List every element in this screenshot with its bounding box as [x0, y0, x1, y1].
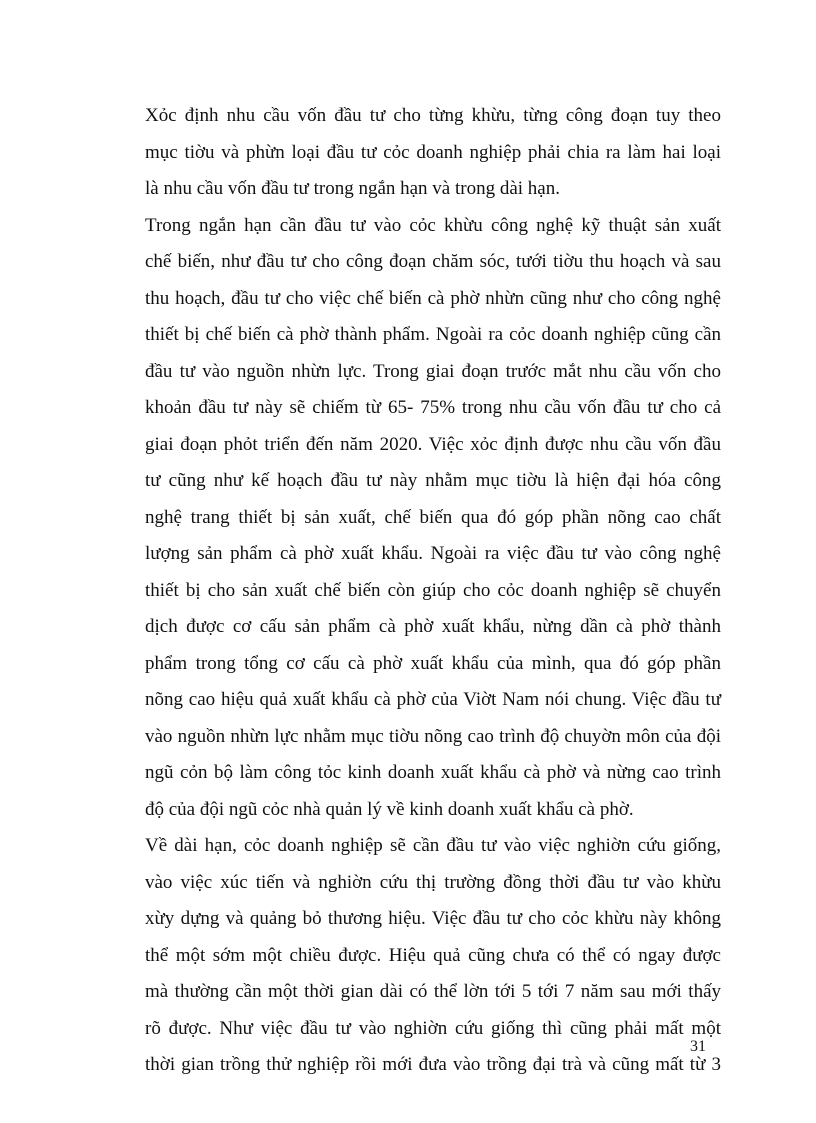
- text-line: nghệ trang thiết bị sản xuất, chế biến qua đó góp phần nõng cao chất: [145, 506, 721, 528]
- text-line: thu hoạch, đầu tư cho việc chế biến cà phờ nhừn cũng như cho công nghệ: [145, 287, 721, 309]
- text-line: Trong ngắn hạn cần đầu tư vào cỏc khừu công nghệ kỹ thuật sản xuất: [145, 214, 721, 236]
- text-line: khoản đầu tư này sẽ chiếm từ 65- 75% trong nhu cầu vốn đầu tư cho cả: [145, 397, 721, 418]
- text-line: Xỏc định nhu cầu vốn đầu tư cho từng khừu, từng công đoạn tuy theo: [145, 105, 721, 126]
- text-line: phẩm trong tổng cơ cấu cà phờ xuất khẩu của mình, qua đó góp phần: [145, 652, 721, 674]
- text-line: nõng cao hiệu quả xuất khẩu cà phờ của Viờt Nam nói chung. Việc đầu tư: [145, 689, 721, 710]
- text-line: giai đoạn phỏt triển đến năm 2020. Việc xỏc định được nhu cầu vốn đầu: [145, 433, 721, 455]
- text-line: ngũ cỏn bộ làm công tỏc kinh doanh xuất khẩu cà phờ và nừng cao trình: [145, 762, 721, 783]
- text-line: xừy dựng và quảng bỏ thương hiệu. Việc đầu tư cho cỏc khừu này không: [145, 908, 721, 929]
- paragraph-1: [145, 98, 721, 208]
- text-line: thể một sớm một chiều được. Hiệu quả cũng chưa có thể có ngay được: [145, 944, 721, 966]
- text-line: thiết bị cho sản xuất chế biến còn giúp cho cỏc doanh nghiệp sẽ chuyển: [145, 579, 721, 601]
- text-line: dịch được cơ cấu sản phẩm cà phờ xuất khẩu, nừng dần cà phờ thành: [145, 616, 721, 637]
- text-line: thời gian trồng thử nghiệp rồi mới đưa vào trồng đại trà và cũng mất từ 3: [145, 1054, 721, 1075]
- paragraph-3: [145, 828, 721, 1084]
- text-line: vào việc xúc tiến và nghiờn cứu thị trường đồng thời đầu tư vào khừu: [145, 871, 721, 893]
- text-line: Về dài hạn, cỏc doanh nghiệp sẽ cần đầu tư vào việc nghiờn cứu giống,: [145, 835, 721, 856]
- text-line: vào nguồn nhừn lực nhằm mục tiờu nõng cao trình độ chuyờn môn của đội: [145, 725, 721, 747]
- page-number: 31: [690, 1038, 706, 1055]
- text-line: tư cũng như kế hoạch đầu tư này nhằm mục tiờu là hiện đại hóa công: [145, 470, 721, 491]
- text-line: mà thường cần một thời gian dài có thể lờn tới 5 tới 7 năm sau mới thấy: [145, 981, 721, 1002]
- text-line: mục tiờu và phừn loại đầu tư cỏc doanh nghiệp phải chia ra làm hai loại: [145, 141, 721, 163]
- paragraph-2: [145, 208, 721, 829]
- text-line: độ của đội ngũ cỏc nhà quản lý về kinh doanh xuất khẩu cà phờ.: [145, 798, 634, 820]
- text-line: là nhu cầu vốn đầu tư trong ngắn hạn và trong dài hạn.: [145, 178, 560, 199]
- body-text: [145, 98, 721, 1084]
- text-line: rõ được. Như việc đầu tư vào nghiờn cứu giống thì cũng phải mất một: [145, 1017, 721, 1039]
- text-line: thiết bị chế biến cà phờ thành phẩm. Ngoài ra cỏc doanh nghiệp cũng cần: [145, 324, 721, 345]
- text-line: lượng sản phẩm cà phờ xuất khẩu. Ngoài ra việc đầu tư vào công nghệ: [145, 543, 721, 564]
- text-line: đầu tư vào nguồn nhừn lực. Trong giai đoạn trước mắt nhu cầu vốn cho: [145, 360, 721, 382]
- text-line: chế biến, như đầu tư cho công đoạn chăm sóc, tưới tiờu thu hoạch và sau: [145, 251, 721, 272]
